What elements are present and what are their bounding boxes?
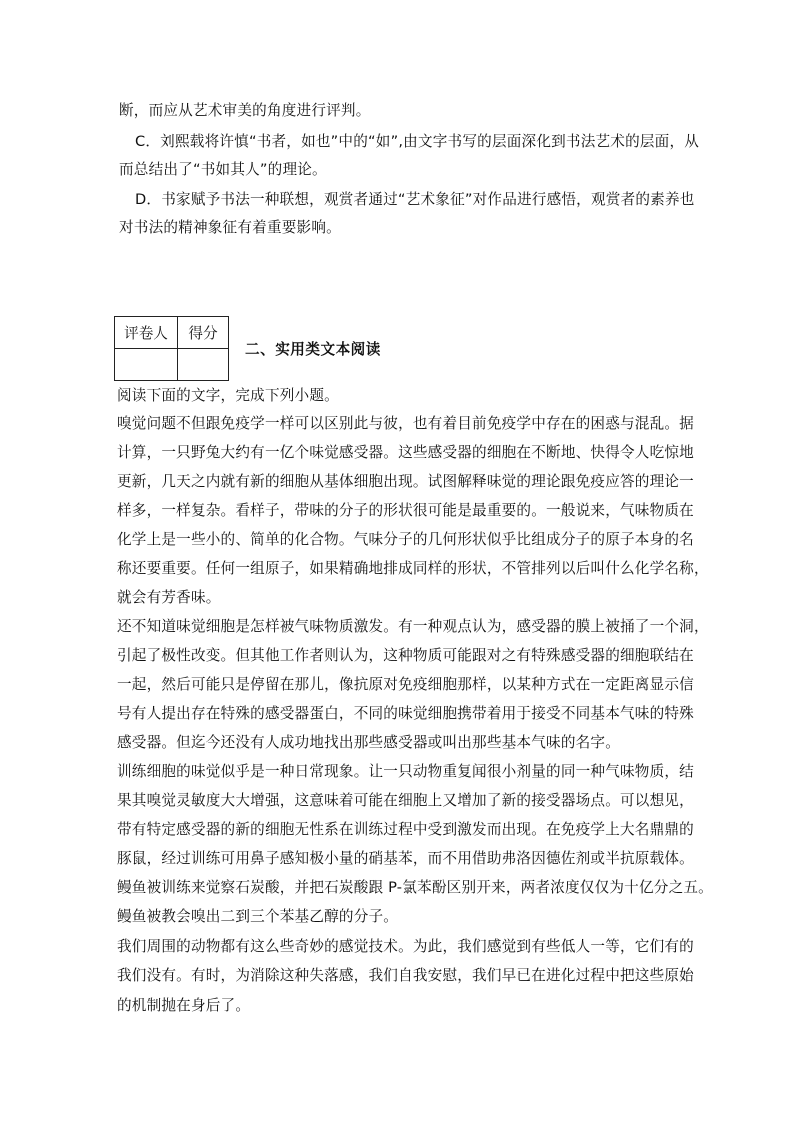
paragraph-1-line: 计算，一只野兔大约有一亿个味觉感受器。这些感受器的细胞在不断地、快得令人吃惊地 [117, 444, 694, 461]
paragraph-2-line: 引起了极性改变。但其他工作者则认为，这种物质可能跟对之有特殊感受器的细胞联结在 [117, 647, 694, 664]
paragraph-3-line: 鳗鱼被教会嗅出二到三个苯基乙醇的分子。 [117, 908, 399, 925]
paragraph-3-line: 训练细胞的味觉似乎是一种日常现象。让一只动物重复闻很小剂量的同一种气味物质，结 [117, 763, 694, 780]
paragraph-1-line: 嗅觉问题不但跟免疫学一样可以区别此与彼，也有着目前免疫学中存在的困惑与混乱。据 [117, 415, 694, 432]
option-c-line-2: 而总结出了“书如其人”的理论。 [119, 161, 327, 178]
paragraph-2-line: 号有人提出存在特殊的感受器蛋白，不同的味觉细胞携带着用于接受不同基本气味的特殊 [117, 705, 694, 722]
paragraph-1-line: 更新，几天之内就有新的细胞从基体细胞出现。试图解释味觉的理论跟免疫应答的理论一 [117, 473, 694, 490]
paragraph-3-line: 豚鼠，经过训练可用鼻子感知极小量的硝基苯，而不用借助弗洛因德佐剂或半抗原载体。 [117, 850, 694, 867]
option-d-line-1: D．书家赋予书法一种联想，观赏者通过“艺术象征”对作品进行感悟，观赏者的素养也 [135, 191, 695, 208]
paragraph-2-line: 一起，然后可能只是停留在那儿，像抗原对免疫细胞那样，以某种方式在一定距离显示信 [117, 676, 694, 693]
option-d-line-2: 对书法的精神象征有着重要影响。 [119, 219, 341, 236]
paragraph-1-line: 称还要重要。任何一组原子，如果精确地排成同样的形状，不管排列以后叫什么化学名称， [117, 560, 709, 577]
paragraph-1-line: 化学上是一些小的、简单的化合物。气味分子的几何形状似乎比组成分子的原子本身的名 [117, 531, 694, 548]
section-title: 二、实用类文本阅读 [245, 341, 381, 358]
score-header: 得分 [178, 317, 229, 349]
paragraph-1-line: 样多，一样复杂。看样子，带味的分子的形状很可能是最重要的。一般说来，气味物质在 [117, 502, 694, 519]
paragraph-4-line: 我们周围的动物都有这么些奇妙的感觉技术。为此，我们感觉到有些低人一等，它们有的 [117, 938, 694, 955]
paragraph-3-line: 鳗鱼被训练来觉察石炭酸，并把石炭酸跟 P-氯苯酚区别开来，两者浓度仅仅为十亿分之五。 [117, 879, 713, 896]
paragraph-2-line: 还不知道味觉细胞是怎样被气味物质激发。有一种观点认为，感受器的膜上被捅了一个洞， [117, 618, 709, 635]
score-table [114, 316, 229, 381]
paragraph-3-line: 果其嗅觉灵敏度大大增强，这意味着可能在细胞上又增加了新的接受器场点。可以想见， [117, 792, 694, 809]
score-cell[interactable] [178, 349, 229, 381]
grader-header: 评卷人 [115, 317, 178, 349]
option-b-tail: 断，而应从艺术审美的角度进行评判。 [119, 102, 371, 119]
paragraph-2-line: 感受器。但迄今还没有人成功地找出那些感受器或叫出那些基本气味的名字。 [117, 734, 620, 751]
instruction: 阅读下面的文字，完成下列小题。 [117, 387, 339, 404]
paragraph-4-line: 的机制抛在身后了。 [117, 997, 251, 1014]
paragraph-1-line: 就会有芳香味。 [117, 589, 221, 606]
option-c-line-1: C．刘熙载将许慎“书者，如也”中的“如”,由文字书写的层面深化到书法艺术的层面，从 [135, 133, 700, 150]
grader-cell[interactable] [115, 349, 178, 381]
paragraph-4-line: 我们没有。有时，为消除这种失落感，我们自我安慰，我们早已在进化过程中把这些原始 [117, 967, 694, 984]
paragraph-3-line: 带有特定感受器的新的细胞无性系在训练过程中受到激发而出现。在免疫学上大名鼎鼎的 [117, 821, 694, 838]
